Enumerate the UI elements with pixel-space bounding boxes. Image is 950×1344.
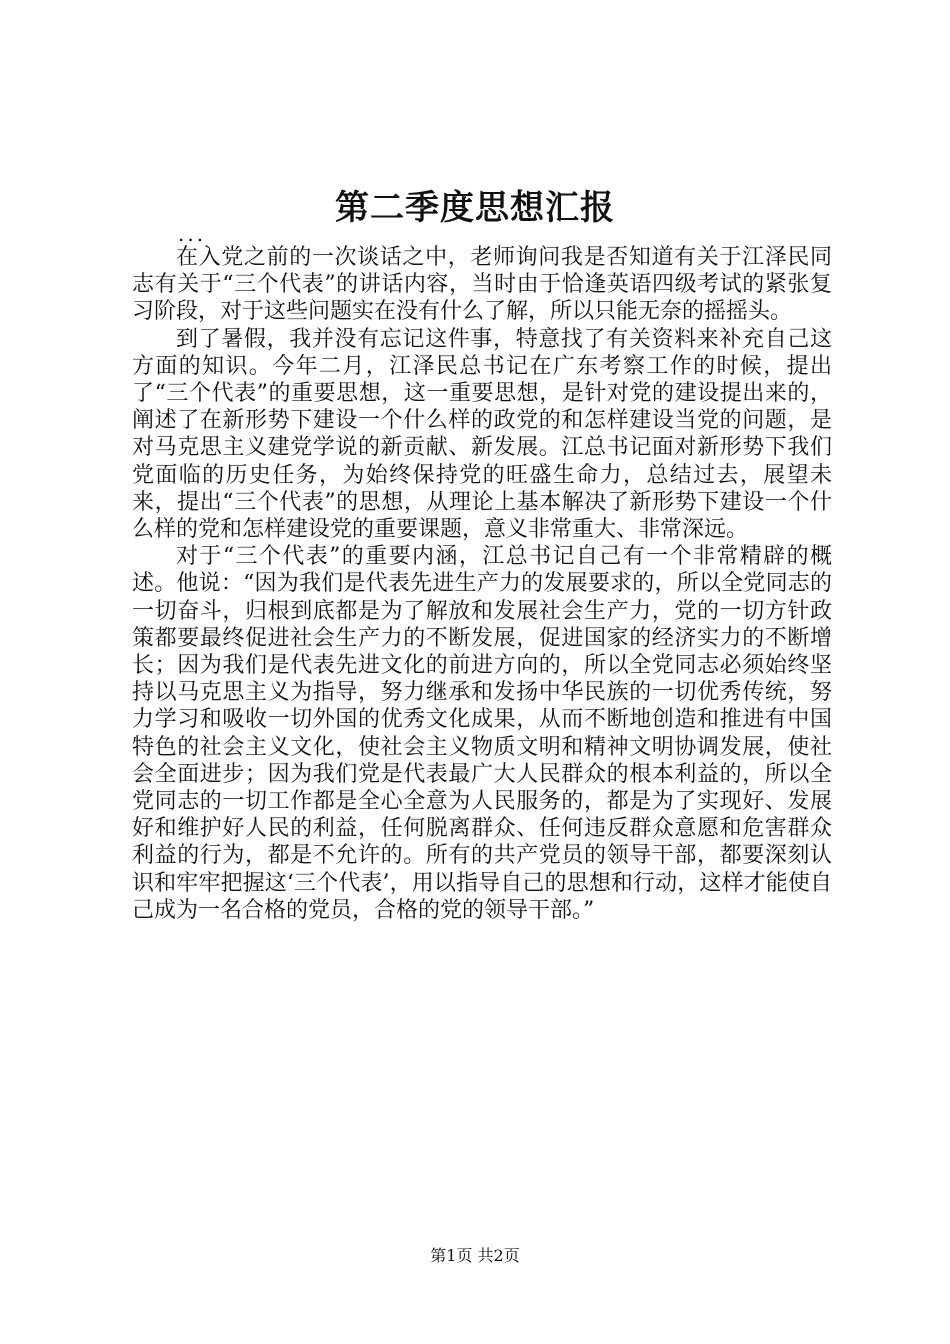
- document-title: 第二季度思想汇报: [335, 188, 615, 228]
- document-body: [132, 244, 832, 924]
- paragraph: 在入党之前的一次谈话之中，老师询问我是否知道有关于江泽民同志有关于“三个代表”的讲话内容，当时由于恰逢英语四级考试的紧张复习阶段，对于这些问题实在没有什么了解，所以只能无奈的摇摇头。: [132, 245, 832, 325]
- ellipsis-marker: ...: [178, 222, 207, 246]
- paragraph: 对于“三个代表”的重要内涵，江总书记自己有一个非常精辟的概述。他说：“因为我们是代表先进生产力的发展要求的，所以全党同志的一切奋斗，归根到底都是为了解放和发展社会生产力，党的一切方针政策都要最终促进社会生产力的不断发展，促进国家的经济实力的不断增长；因为我们是代表先进文化的前进方向的，所以全党同志必须始终坚持以马克思主义为指导，努力继承和发扬中华民族的一切优秀传统，努力学习和吸收一切外国的优秀文化成果，从而不断地创造和推进有中国特色的社会主义文化，使社会主义物质文明和精神文明协调发展，使社会全面进步；因为我们党是代表最广大人民群众的根本利益的，所以全党同志的一切工作都是全心全意为人民服务的，都是为了实现好、发展好和维护好人民的利益，任何脱离群众、任何违反群众意愿和危害群众利益的行为，都是不允许的。所有的共产党员的领导干部，都要深刻认识和牢牢把握这‘三个代表’，用以指导自己的思想和行动，这样才能使自己成为一名合格的党员，合格的党的领导干部。”: [132, 544, 832, 923]
- paragraph: 到了暑假，我并没有忘记这件事，特意找了有关资料来补充自己这方面的知识。今年二月，江泽民总书记在广东考察工作的时候，提出了“三个代表”的重要思想，这一重要思想，是针对党的建设提出来的，阐述了在新形势下建设一个什么样的政党的和怎样建设当党的问题，是对马克思主义建党学说的新贡献、新发展。江总书记面对新形势下我们党面临的历史任务，为始终保持党的旺盛生命力，总结过去，展望未来，提出“三个代表”的思想，从理论上基本解决了新形势下建设一个什么样的党和怎样建设党的重要课题，意义非常重大、非常深远。: [132, 326, 832, 543]
- page-footer: 第1页 共2页: [430, 1246, 520, 1265]
